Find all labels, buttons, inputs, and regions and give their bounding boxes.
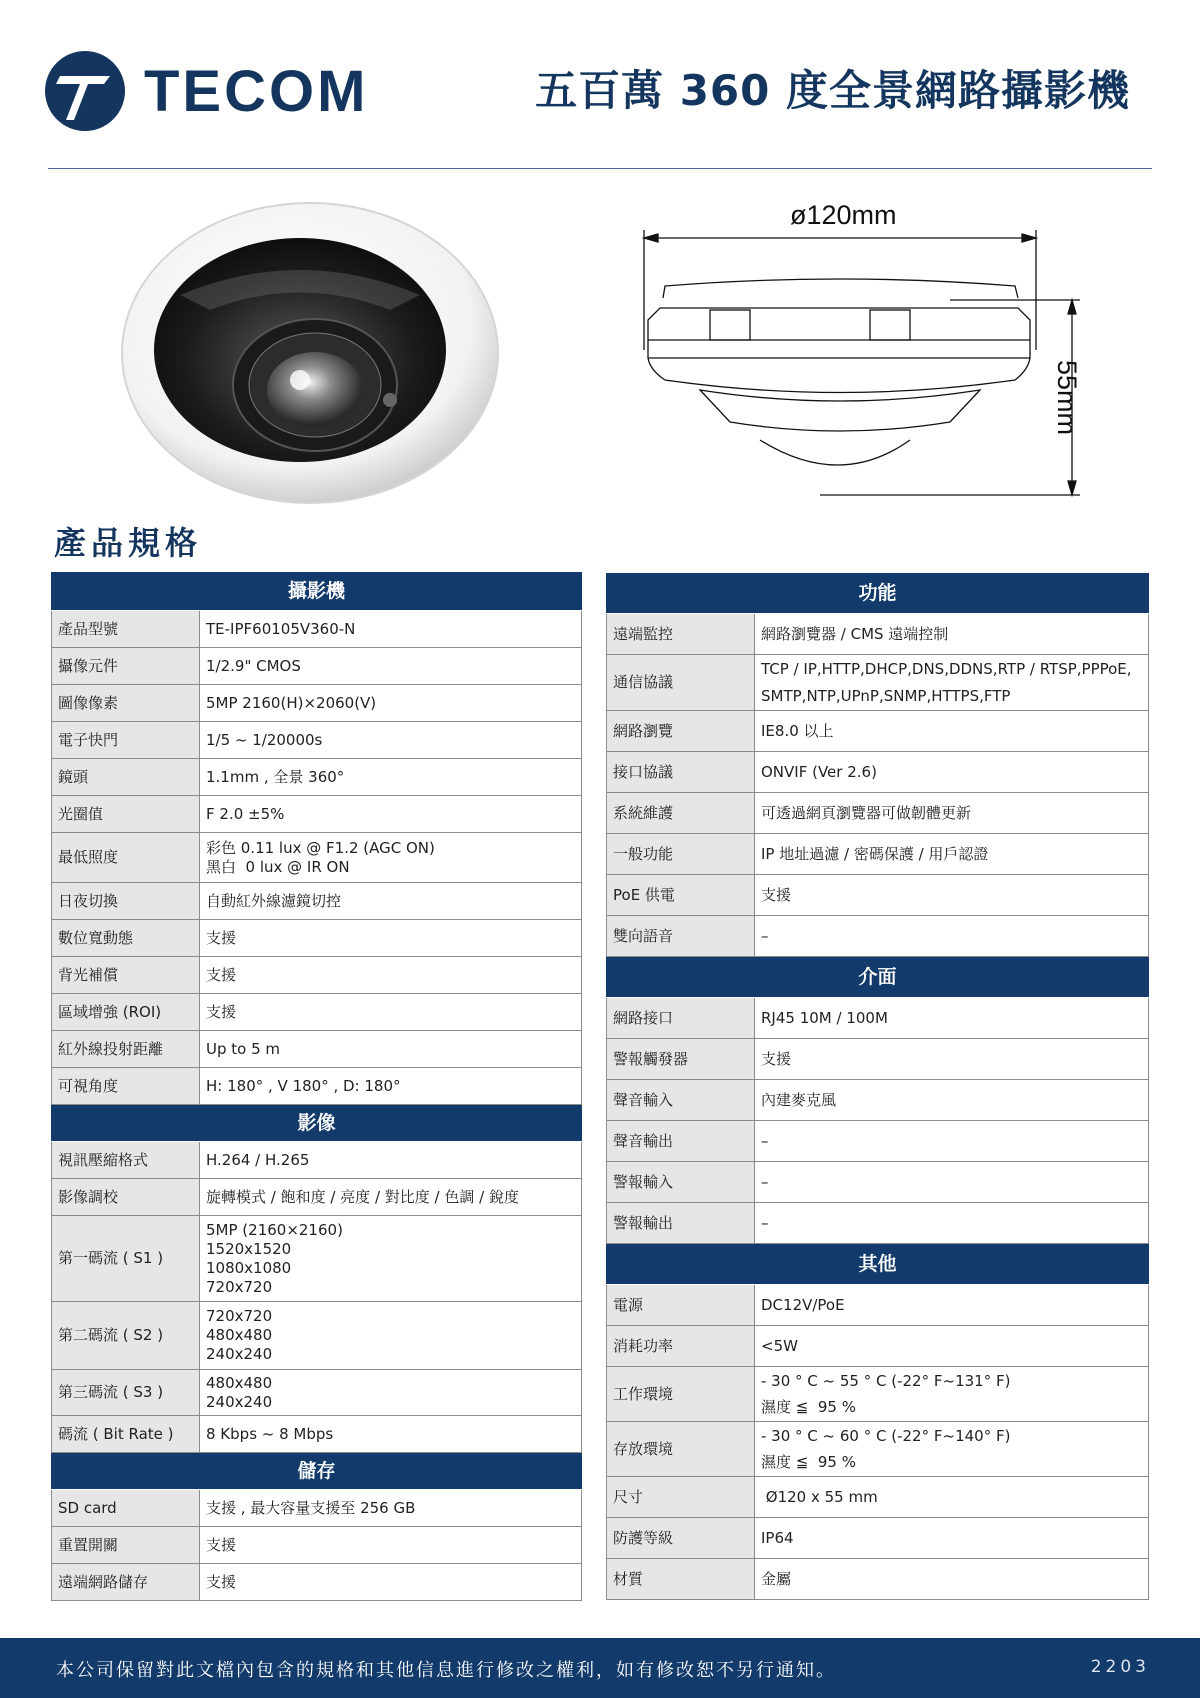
spec-value	[200, 1370, 582, 1416]
spec-value: 1.1mm , 全景 360°	[200, 759, 582, 796]
spec-label: 鏡頭	[52, 759, 200, 796]
spec-value: DC12V/PoE	[755, 1285, 1149, 1326]
spec-label: 聲音輸出	[607, 1121, 755, 1162]
spec-value-line: 彩色 0.11 lux @ F1.2 (AGC ON)	[206, 838, 435, 857]
document-code: 2203	[1090, 1657, 1150, 1677]
tecom-logo-icon	[44, 50, 126, 132]
spec-value	[200, 1216, 582, 1302]
spec-value-line: 5MP (2160×2160)	[206, 1220, 343, 1239]
spec-label: 碼流 ( Bit Rate )	[52, 1416, 200, 1453]
spec-value: 自動紅外線濾鏡切控	[200, 883, 582, 920]
spec-label: 遠端網路儲存	[52, 1564, 200, 1601]
spec-label: 日夜切換	[52, 883, 200, 920]
spec-table-right	[606, 573, 1149, 1600]
spec-value	[755, 1367, 1149, 1422]
spec-label: 存放環境	[607, 1422, 755, 1477]
page-title: 五百萬 360 度全景網路攝影機	[535, 66, 1130, 115]
spec-label: SD card	[52, 1490, 200, 1527]
spec-label: 網路接口	[607, 998, 755, 1039]
spec-label: 電源	[607, 1285, 755, 1326]
spec-value: 5MP 2160(H)×2060(V)	[200, 685, 582, 722]
spec-value: 支援	[200, 1527, 582, 1564]
spec-value: 可透過網頁瀏覽器可做韌體更新	[755, 793, 1149, 834]
spec-label: 通信協議	[607, 655, 755, 711]
group-header-storage: 儲存	[52, 1453, 582, 1490]
spec-value: 支援	[200, 920, 582, 957]
spec-value	[755, 655, 1149, 711]
spec-value-line: 240x240	[206, 1392, 273, 1411]
footer-disclaimer: 本公司保留對此文檔內包含的規格和其他信息進行修改之權利，如有修改恕不另行通知。	[56, 1660, 836, 1681]
spec-label: 工作環境	[607, 1367, 755, 1422]
spec-value-line: TCP / IP,HTTP,DHCP,DNS,DDNS,RTP / RTSP,PPPoE,	[761, 659, 1132, 678]
spec-value: F 2.0 ±5%	[200, 796, 582, 833]
spec-label: 尺寸	[607, 1477, 755, 1518]
spec-value: 支援	[755, 1039, 1149, 1080]
spec-value: ONVIF (Ver 2.6)	[755, 752, 1149, 793]
spec-value	[200, 833, 582, 883]
spec-label: 第三碼流 ( S3 )	[52, 1370, 200, 1416]
spec-label: 影像調校	[52, 1179, 200, 1216]
spec-value: 1/2.9" CMOS	[200, 648, 582, 685]
product-photo	[120, 185, 510, 505]
spec-value: <5W	[755, 1326, 1149, 1367]
width-dimension-label: ø120mm	[790, 200, 897, 230]
header-divider	[48, 168, 1152, 169]
group-header-other: 其他	[607, 1244, 1149, 1285]
spec-label: 雙向語音	[607, 916, 755, 957]
spec-value-line: 濕度 ≦ 95 %	[761, 1453, 856, 1471]
brand-logo	[44, 50, 368, 132]
section-title: 產品規格	[54, 524, 203, 562]
spec-value: H: 180° , V 180° , D: 180°	[200, 1068, 582, 1105]
spec-label: 系統維護	[607, 793, 755, 834]
footer-bar	[0, 1638, 1200, 1698]
spec-value: –	[755, 1203, 1149, 1244]
spec-label: PoE 供電	[607, 875, 755, 916]
spec-value: 支援 , 最大容量支援至 256 GB	[200, 1490, 582, 1527]
spec-value-line: 720x720	[206, 1277, 273, 1296]
spec-value-line: 480x480	[206, 1326, 273, 1344]
spec-label: 電子快門	[52, 722, 200, 759]
spec-value: –	[755, 1162, 1149, 1203]
spec-label: 警報輸入	[607, 1162, 755, 1203]
spec-label: 視訊壓縮格式	[52, 1142, 200, 1179]
spec-value: 網路瀏覽器 / CMS 遠端控制	[755, 614, 1149, 655]
spec-label: 第二碼流 ( S2 )	[52, 1302, 200, 1370]
spec-value: IE8.0 以上	[755, 711, 1149, 752]
spec-label: 一般功能	[607, 834, 755, 875]
spec-value: H.264 / H.265	[200, 1142, 582, 1179]
spec-value: Ø120 x 55 mm	[755, 1477, 1149, 1518]
group-header-image: 影像	[52, 1105, 582, 1142]
spec-value: 8 Kbps ~ 8 Mbps	[200, 1416, 582, 1453]
spec-value: 支援	[200, 957, 582, 994]
spec-value: 支援	[200, 994, 582, 1031]
spec-value	[755, 1422, 1149, 1477]
brand-name: TECOM	[144, 58, 369, 124]
spec-value: TE-IPF60105V360-N	[200, 611, 582, 648]
spec-label: 警報輸出	[607, 1203, 755, 1244]
spec-label: 圖像像素	[52, 685, 200, 722]
spec-label: 聲音輸入	[607, 1080, 755, 1121]
spec-value: IP 地址過濾 / 密碼保護 / 用戶認證	[755, 834, 1149, 875]
spec-label: 遠端監控	[607, 614, 755, 655]
spec-value-line: 480x480	[206, 1373, 273, 1392]
spec-value: 支援	[755, 875, 1149, 916]
spec-table-left	[51, 572, 582, 1601]
height-dimension-label: 55mm	[1052, 360, 1082, 436]
spec-value-line: 240x240	[206, 1345, 273, 1363]
spec-label: 攝像元件	[52, 648, 200, 685]
spec-value: –	[755, 1121, 1149, 1162]
spec-label: 重置開關	[52, 1527, 200, 1564]
spec-label: 防護等級	[607, 1518, 755, 1559]
spec-value-line: 黑白 0 lux @ IR ON	[206, 857, 350, 876]
spec-label: 最低照度	[52, 833, 200, 883]
spec-value: 1/5 ~ 1/20000s	[200, 722, 582, 759]
spec-label: 第一碼流 ( S1 )	[52, 1216, 200, 1302]
group-header-camera: 攝影機	[52, 573, 582, 611]
spec-value: 內建麥克風	[755, 1080, 1149, 1121]
spec-label: 區域增強 (ROI)	[52, 994, 200, 1031]
spec-label: 消耗功率	[607, 1326, 755, 1367]
spec-label: 光圈值	[52, 796, 200, 833]
spec-label: 紅外線投射距離	[52, 1031, 200, 1068]
spec-label: 網路瀏覽	[607, 711, 755, 752]
spec-label: 可視角度	[52, 1068, 200, 1105]
spec-value: 支援	[200, 1564, 582, 1601]
spec-value: 金屬	[755, 1559, 1149, 1600]
spec-value: –	[755, 916, 1149, 957]
spec-value: Up to 5 m	[200, 1031, 582, 1068]
spec-label: 產品型號	[52, 611, 200, 648]
spec-value-line: - 30 ° C ~ 55 ° C (-22° F~131° F)	[761, 1372, 1011, 1390]
spec-value: RJ45 10M / 100M	[755, 998, 1149, 1039]
spec-value: IP64	[755, 1518, 1149, 1559]
spec-label: 接口協議	[607, 752, 755, 793]
spec-label: 警報觸發器	[607, 1039, 755, 1080]
spec-value-line: 1520x1520	[206, 1239, 292, 1258]
spec-label: 數位寬動態	[52, 920, 200, 957]
group-header-functions: 功能	[607, 574, 1149, 614]
spec-value-line: 720x720	[206, 1307, 273, 1325]
dimension-drawing	[620, 190, 1120, 510]
spec-value: 旋轉模式 / 飽和度 / 亮度 / 對比度 / 色調 / 銳度	[200, 1179, 582, 1216]
spec-value	[200, 1302, 582, 1370]
spec-value-line: 1080x1080	[206, 1258, 292, 1277]
spec-value-line: - 30 ° C ~ 60 ° C (-22° F~140° F)	[761, 1427, 1011, 1445]
spec-value-line: 濕度 ≦ 95 %	[761, 1398, 856, 1416]
spec-label: 背光補償	[52, 957, 200, 994]
spec-label: 材質	[607, 1559, 755, 1600]
spec-value-line: SMTP,NTP,UPnP,SNMP,HTTPS,FTP	[761, 686, 1011, 705]
group-header-interface: 介面	[607, 957, 1149, 998]
